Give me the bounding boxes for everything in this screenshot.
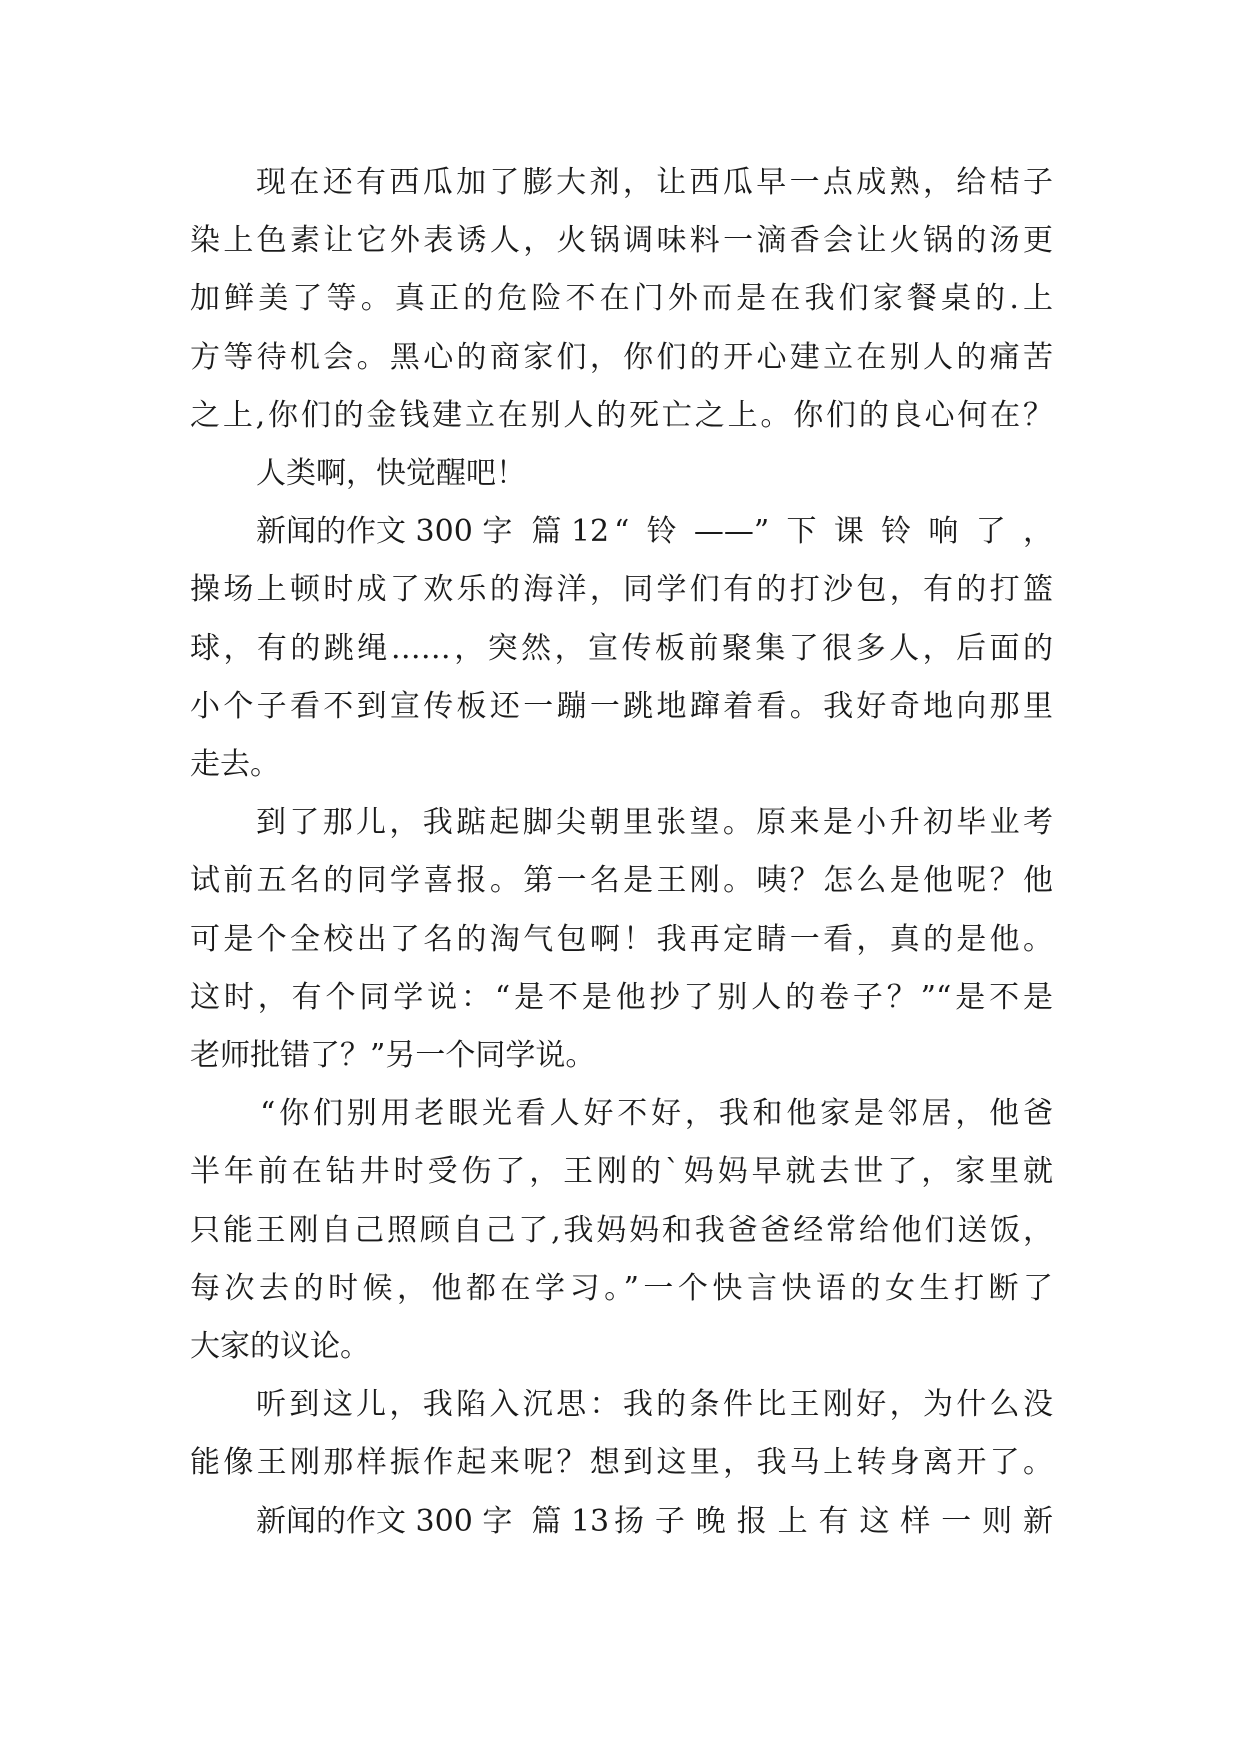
text-line: “你们别用老眼光看人好不好，我和他家是邻居，他爸: [260, 1096, 1053, 1131]
text-line: 老师批错了？”另一个同学说。: [190, 1038, 596, 1073]
text-line: 能像王刚那样振作起来呢？想到这里，我马上转身离开了。: [190, 1445, 1053, 1480]
text-line: 现在还有西瓜加了膨大剂，让西瓜早一点成熟，给桔子: [256, 165, 1053, 200]
text-line: 试前五名的同学喜报。第一名是王刚。咦？怎么是他呢？他: [190, 863, 1053, 898]
text-line: 半年前在钻井时受伤了，王刚的`妈妈早就去世了，家里就: [190, 1154, 1053, 1189]
text-line: 之上,你们的金钱建立在别人的死亡之上。你们的良心何在？: [190, 398, 1053, 433]
article-heading: 新闻的作文 300 字 篇 12: [256, 514, 610, 549]
article-opening: “铃——”下课铃响了，: [614, 514, 1053, 549]
article-heading: 新闻的作文 300 字 篇 13: [256, 1504, 610, 1539]
text-line: 到了那儿，我踮起脚尖朝里张望。原来是小升初毕业考: [256, 805, 1053, 840]
text-line: 听到这儿，我陷入沉思：我的条件比王刚好，为什么没: [256, 1387, 1053, 1422]
text-line: 只能王刚自己照顾自己了,我妈妈和我爸爸经常给他们送饭，: [190, 1213, 1053, 1248]
text-line: 球，有的跳绳……，突然，宣传板前聚集了很多人，后面的: [190, 631, 1053, 666]
text-line: 加鲜美了等。真正的危险不在门外而是在我们家餐桌的.上: [190, 281, 1053, 316]
text-line: 小个子看不到宣传板还一蹦一跳地蹿着看。我好奇地向那里: [190, 689, 1053, 724]
text-line: 可是个全校出了名的淘气包啊！我再定睛一看，真的是他。: [190, 922, 1053, 957]
text-line: 这时，有个同学说：“是不是他抄了别人的卷子？”“是不是: [190, 980, 1053, 1015]
article-opening: 扬子晚报上有这样一则新: [614, 1504, 1053, 1539]
text-line: 染上色素让它外表诱人，火锅调味料一滴香会让火锅的汤更: [190, 223, 1053, 258]
text-line: 操场上顿时成了欢乐的海洋，同学们有的打沙包，有的打篮: [190, 572, 1053, 607]
text-line: 方等待机会。黑心的商家们，你们的开心建立在别人的痛苦: [190, 340, 1053, 375]
text-line: 大家的议论。: [190, 1329, 370, 1364]
text-line: 每次去的时候，他都在学习。”一个快言快语的女生打断了: [190, 1271, 1053, 1306]
text-line: 走去。: [190, 747, 280, 782]
text-line: 人类啊，快觉醒吧！: [256, 456, 526, 491]
